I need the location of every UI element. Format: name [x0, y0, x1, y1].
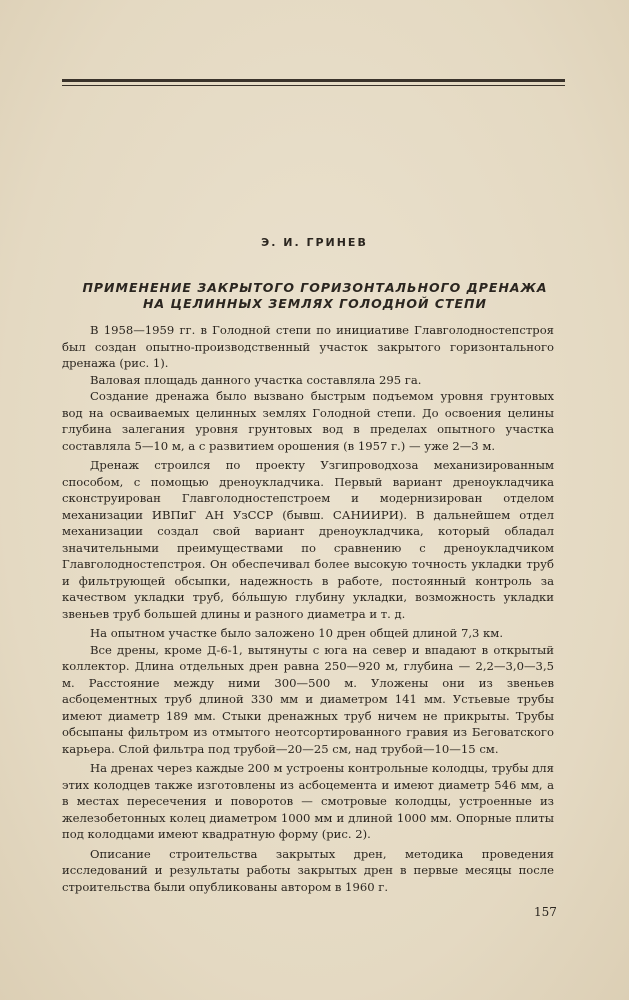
- header-rule-thin: [62, 85, 565, 86]
- author-name: Э. И. ГРИНЕВ: [261, 236, 368, 249]
- title-line-1: ПРИМЕНЕНИЕ ЗАКРЫТОГО ГОРИЗОНТАЛЬНОГО ДРЕНАЖА: [82, 280, 548, 295]
- paragraph: Создание дренажа было вызвано быстрым подъемом уровня грунтовых вод на осваиваемых целинных землях Голодной степи. До освоения целины глубина залегания уровня грунтовых вод в пределах опытного участка составляла 5—10 м, а с развитием орошения (в 1957 г.) — уже 2—3 м.: [62, 389, 554, 453]
- article-title: [70, 280, 560, 312]
- paragraph: Все дрены, кроме Д-6-1, вытянуты с юга на север и впадают в открытый коллектор. Длина отдельных дрен равна 250—920 м, глубина — 2,2—3,0—3,5 м. Расстояние между ними 300—500 м. Уложены они из звеньев асбоцементных труб длиной 330 мм и диаметром 141 мм. Устьевые трубы имеют диаметр 189 мм. Стыки дренажных труб ничем не прикрыты. Трубы обсыпаны фильтром из отмытого неотсортированного гравия из Беговатского карьера. Слой фильтра под трубой—20—25 см, над трубой—10—15 см.: [62, 642, 554, 756]
- paragraph: Валовая площадь данного участка составляла 295 га.: [90, 372, 422, 387]
- paragraph: В 1958—1959 гг. в Голодной степи по инициативе Главголодностепстроя был создан опытно-производственный участок закрытого горизонтального дренажа (рис. 1).: [62, 323, 554, 370]
- page-number: 157: [534, 905, 557, 919]
- header-rule-thick: [62, 79, 565, 82]
- paragraph: Дренаж строился по проекту Узгипроводхоза механизированным способом, с помощью дреноукладчика. Первый вариант дреноукладчика сконструирован Главголодностепстроем и модернизирован отделом механизации ИВПиГ АН УзССР (бывш. САНИИРИ). В дальнейшем отдел механизации создал свой вариант дреноукладчика, который обладал значительными преимуществами по сравнению с дреноукладчиком Главголодностепстроя. Он обеспечивал более высокую точность укладки труб и фильтрующей обсыпки, надежность в работе, постоянный контроль за качеством укладки труб, бо́льшую глубину укладки, возможность укладки звеньев труб большей длины и разного диаметра и т. д.: [62, 458, 554, 621]
- title-line-2: НА ЦЕЛИННЫХ ЗЕМЛЯХ ГОЛОДНОЙ СТЕПИ: [143, 296, 487, 311]
- article-body: [62, 322, 554, 895]
- paragraph: Описание строительства закрытых дрен, методика проведения исследований и результаты работы закрытых дрен в первые месяцы после строительства были опубликованы автором в 1960 г.: [62, 846, 554, 894]
- paragraph: На опытном участке было заложено 10 дрен общей длиной 7,3 км.: [90, 626, 504, 640]
- paragraph: На дренах через каждые 200 м устроены контрольные колодцы, трубы для этих колодцев также изготовлены из асбоцемента и имеют диаметр 546 мм, а в местах пересечения и поворотов — смотровые колодцы, устроенные из железобетонных колец диаметром 1000 мм и длиной 1000 мм. Опорные плиты под колодцами имеют квадратную форму (рис. 2).: [62, 761, 554, 841]
